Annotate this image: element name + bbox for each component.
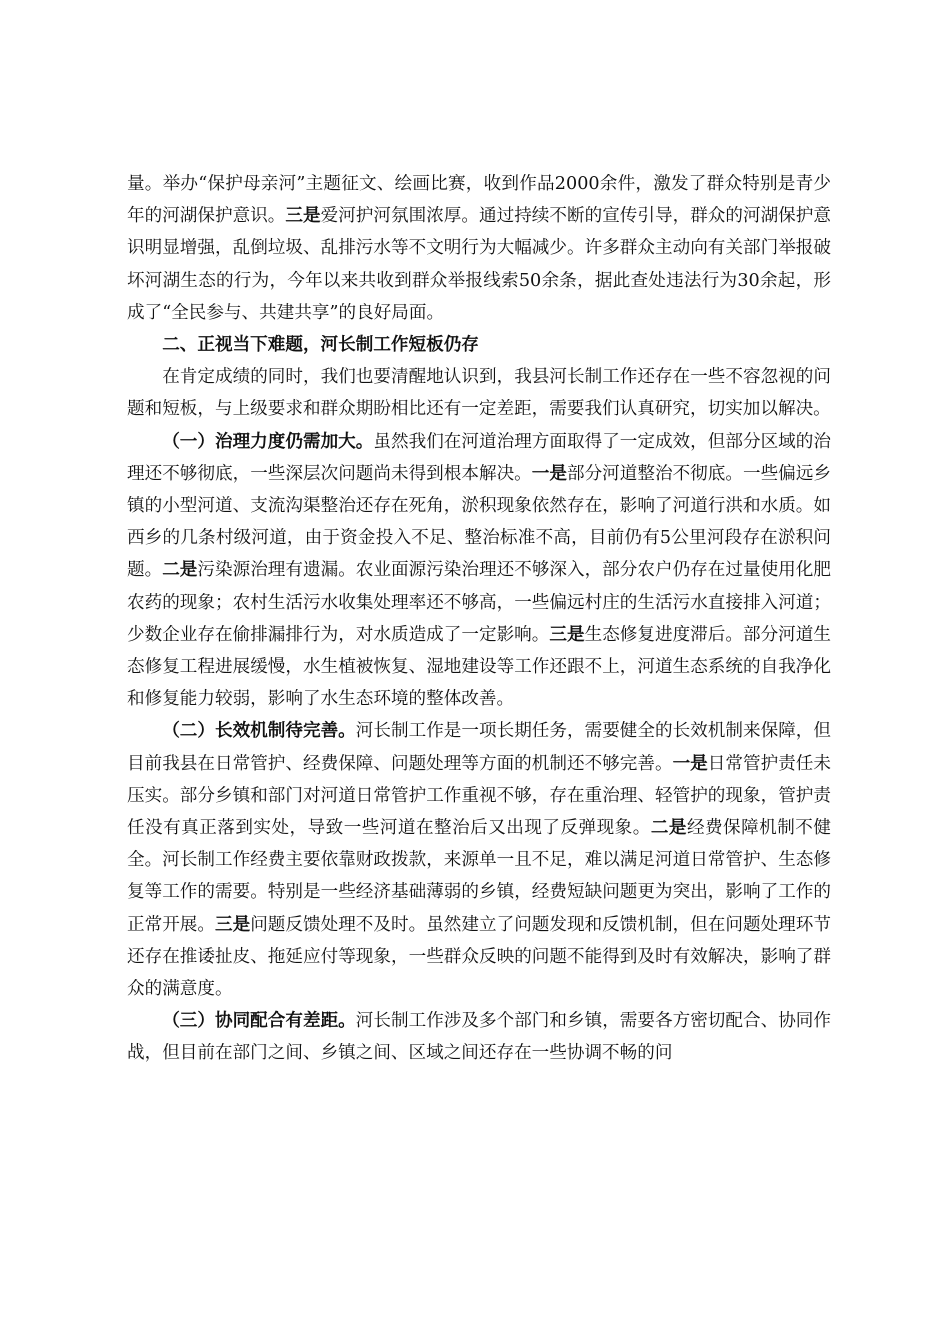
subsection-title: （三）协同配合有差距。: [162, 1011, 356, 1032]
paragraph-text: 河长制工作涉及多个部门和乡镇，需要各方密切配合、协同作战，但目前在部门之间、乡镇之间、区域之间还存在一些协调不畅的问: [127, 1011, 831, 1064]
paragraph-text: 问题反馈处理不及时。虽然建立了问题发现和反馈机制，但在问题处理环节还存在推诿扯皮、拖延应付等现象，一些群众反映的问题不能得到及时有效解决，影响了群众的满意度。: [127, 914, 831, 1000]
bold-keyword: 三是: [285, 206, 321, 227]
paragraph-continuation: [127, 168, 831, 329]
paragraph-text: 河长制工作是一项长期任务，需要健全的长效机制来保障，但目前我县在日常管护、经费保障、问题处理等方面的机制还不够完善。: [127, 721, 831, 774]
document-body: [127, 168, 831, 1070]
paragraph-text: 生态修复进度滞后。部分河道生态修复工程进展缓慢，水生植被恢复、湿地建设等工作还跟不上，河道生态系统的自我净化和修复能力较弱，影响了水生态环境的整体改善。: [127, 624, 831, 710]
section-heading: 二、正视当下难题，河长制工作短板仍存: [162, 335, 479, 356]
paragraph-text: 日常管护责任未压实。部分乡镇和部门对河道日常管护工作重视不够，存在重治理、轻管护的现象，管护责任没有真正落到实处，导致一些河道在整治后又出现了反弹现象。: [127, 753, 831, 839]
paragraph-intro: 在肯定成绩的同时，我们也要清醒地认识到，我县河长制工作还存在一些不容忽视的问题和短板，与上级要求和群众期盼相比还有一定差距，需要我们认真研究，切实加以解决。: [127, 367, 831, 420]
bold-keyword: 一是: [531, 463, 567, 484]
paragraph-text: 污染源治理有遗漏。农业面源污染治理还不够深入，部分农户仍存在过量使用化肥农药的现象；农村生活污水收集处理率还不够高，一些偏远村庄的生活污水直接排入河道；少数企业存在偷排漏排行为，对水质造成了一定影响。: [127, 560, 831, 645]
bold-keyword: 三是: [549, 624, 585, 645]
paragraph-text: 量。举办“保护母亲河”主题征文、绘画比赛，收到作品2000余件，激发了群众特别是青少年的河湖保护意识。: [127, 174, 831, 227]
bold-keyword: 二是: [162, 560, 198, 581]
paragraph-text: 经费保障机制不健全。河长制工作经费主要依靠财政拨款，来源单一且不足，难以满足河道日常管护、生态修复等工作的需要。特别是一些经济基础薄弱的乡镇，经费短缺问题更为突出，影响了工作的正常开展。: [127, 818, 831, 935]
paragraph-text: 爱河护河氛围浓厚。通过持续不断的宣传引导，群众的河湖保护意识明显增强，乱倒垃圾、乱排污水等不文明行为大幅减少。许多群众主动向有关部门举报破坏河湖生态的行为，今年以来共收到群众举报线索50余条，据此查处违法行为30余起，形成了“全民参与、共建共享”的良好局面。: [127, 206, 831, 323]
paragraph-text: 部分河道整治不彻底。一些偏远乡镇的小型河道、支流沟渠整治还存在死角，淤积现象依然存在，影响了河道行洪和水质。如西乡的几条村级河道，由于资金投入不足、整治标准不高，目前仍有5公里河段存在淤积问题。: [127, 463, 831, 581]
subsection-coordination: [127, 1005, 831, 1069]
bold-keyword: 一是: [672, 753, 708, 774]
subsection-mechanism: [127, 715, 831, 1005]
subsection-title: （一）治理力度仍需加大。: [162, 431, 374, 452]
subsection-governance: [127, 426, 831, 716]
bold-keyword: 二是: [650, 818, 687, 839]
bold-keyword: 三是: [215, 914, 251, 935]
subsection-title: （二）长效机制待完善。: [162, 721, 356, 742]
paragraph-text: 虽然我们在河道治理方面取得了一定成效，但部分区域的治理还不够彻底，一些深层次问题尚未得到根本解决。: [127, 431, 831, 484]
